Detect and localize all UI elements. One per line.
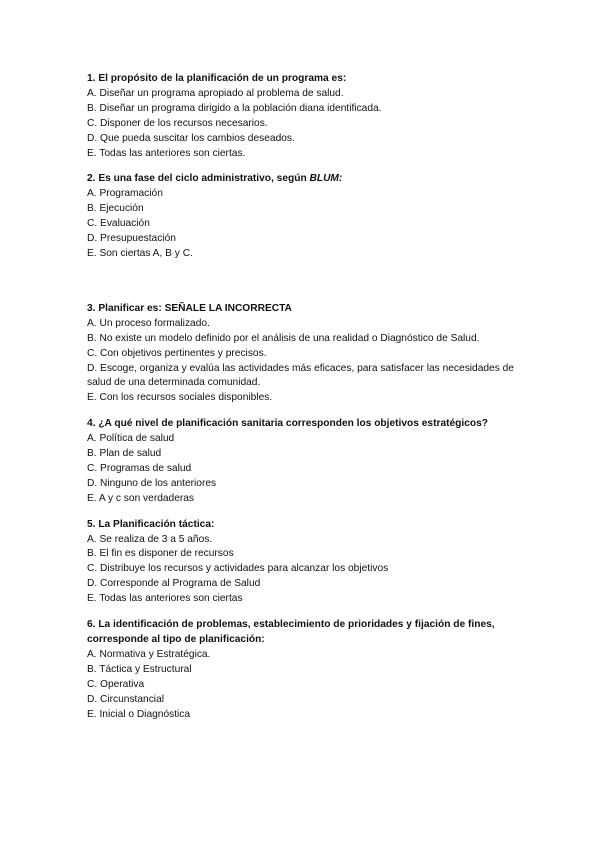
question-stem: 4. ¿A qué nivel de planificación sanitaria corresponden los objetivos estratégicos? xyxy=(87,418,489,430)
question-3 xyxy=(87,302,517,406)
option-e: E. Todas las anteriores son ciertas xyxy=(87,593,243,605)
question-stem: 3. Planificar es: SEÑALE LA INCORRECTA xyxy=(87,302,292,314)
question-stem: 5. La Planificación táctica: xyxy=(87,518,215,530)
option-e: E. Inicial o Diagnóstica xyxy=(87,708,191,720)
option-b: B. El fin es disponer de recursos xyxy=(87,548,234,560)
option-c: C. Operativa xyxy=(87,678,145,690)
option-d: D. Que pueda suscitar los cambios deseados. xyxy=(87,132,295,144)
option-a: A. Un proceso formalizado. xyxy=(87,317,210,329)
option-e: E. Con los recursos sociales disponibles. xyxy=(87,392,273,404)
option-b: B. Plan de salud xyxy=(87,448,162,460)
document-page xyxy=(87,72,517,722)
question-4 xyxy=(87,417,517,506)
option-d: D. Presupuestación xyxy=(87,233,176,245)
option-b: B. Ejecución xyxy=(87,203,144,215)
option-d: D. Corresponde al Programa de Salud xyxy=(87,578,261,590)
question-6 xyxy=(87,618,517,722)
option-a: A. Se realiza de 3 a 5 años. xyxy=(87,533,213,545)
option-c: C. Con objetivos pertinentes y precisos. xyxy=(87,347,267,359)
option-d: D. Ninguno de los anteriores xyxy=(87,477,217,489)
option-e: E. A y c son verdaderas xyxy=(87,492,195,504)
question-stem-italic: BLUM: xyxy=(309,173,343,185)
option-c: C. Evaluación xyxy=(87,218,150,230)
option-a: A. Normativa y Estratégica. xyxy=(87,648,211,660)
option-d: D. Circunstancial xyxy=(87,693,164,705)
question-stem xyxy=(87,172,517,187)
question-5 xyxy=(87,518,517,607)
option-c: C. Distribuye los recursos y actividades para alcanzar los objetivos xyxy=(87,563,389,575)
question-stem: 1. El propósito de la planificación de un programa es: xyxy=(87,73,347,84)
option-d: D. Escoge, organiza y evalúa las actividades más eficaces, para satisfacer las necesidades de salud de una determinada comunidad. xyxy=(87,362,514,389)
option-a: A. Programación xyxy=(87,188,163,200)
question-stem-text: 2. Es una fase del ciclo administrativo, según xyxy=(87,173,310,185)
option-a: A. Diseñar un programa apropiado al problema de salud. xyxy=(87,87,344,99)
option-b: B. Táctica y Estructural xyxy=(87,663,192,675)
option-e: E. Todas las anteriores son ciertas. xyxy=(87,147,246,159)
question-stem: 6. La identificación de problemas, establecimiento de prioridades y fijación de fines, corresponde al tipo de planificación: xyxy=(87,619,495,645)
option-e: E. Son ciertas A, B y C. xyxy=(87,247,193,259)
option-b: B. Diseñar un programa dirigido a la población diana identificada. xyxy=(87,102,382,114)
option-c: C. Disponer de los recursos necesarios. xyxy=(87,117,268,129)
option-b: B. No existe un modelo definido por el análisis de una realidad o Diagnóstico de Salud. xyxy=(87,332,480,344)
question-2 xyxy=(87,172,517,261)
question-1 xyxy=(87,72,517,161)
option-c: C. Programas de salud xyxy=(87,462,192,474)
option-a: A. Política de salud xyxy=(87,433,175,445)
